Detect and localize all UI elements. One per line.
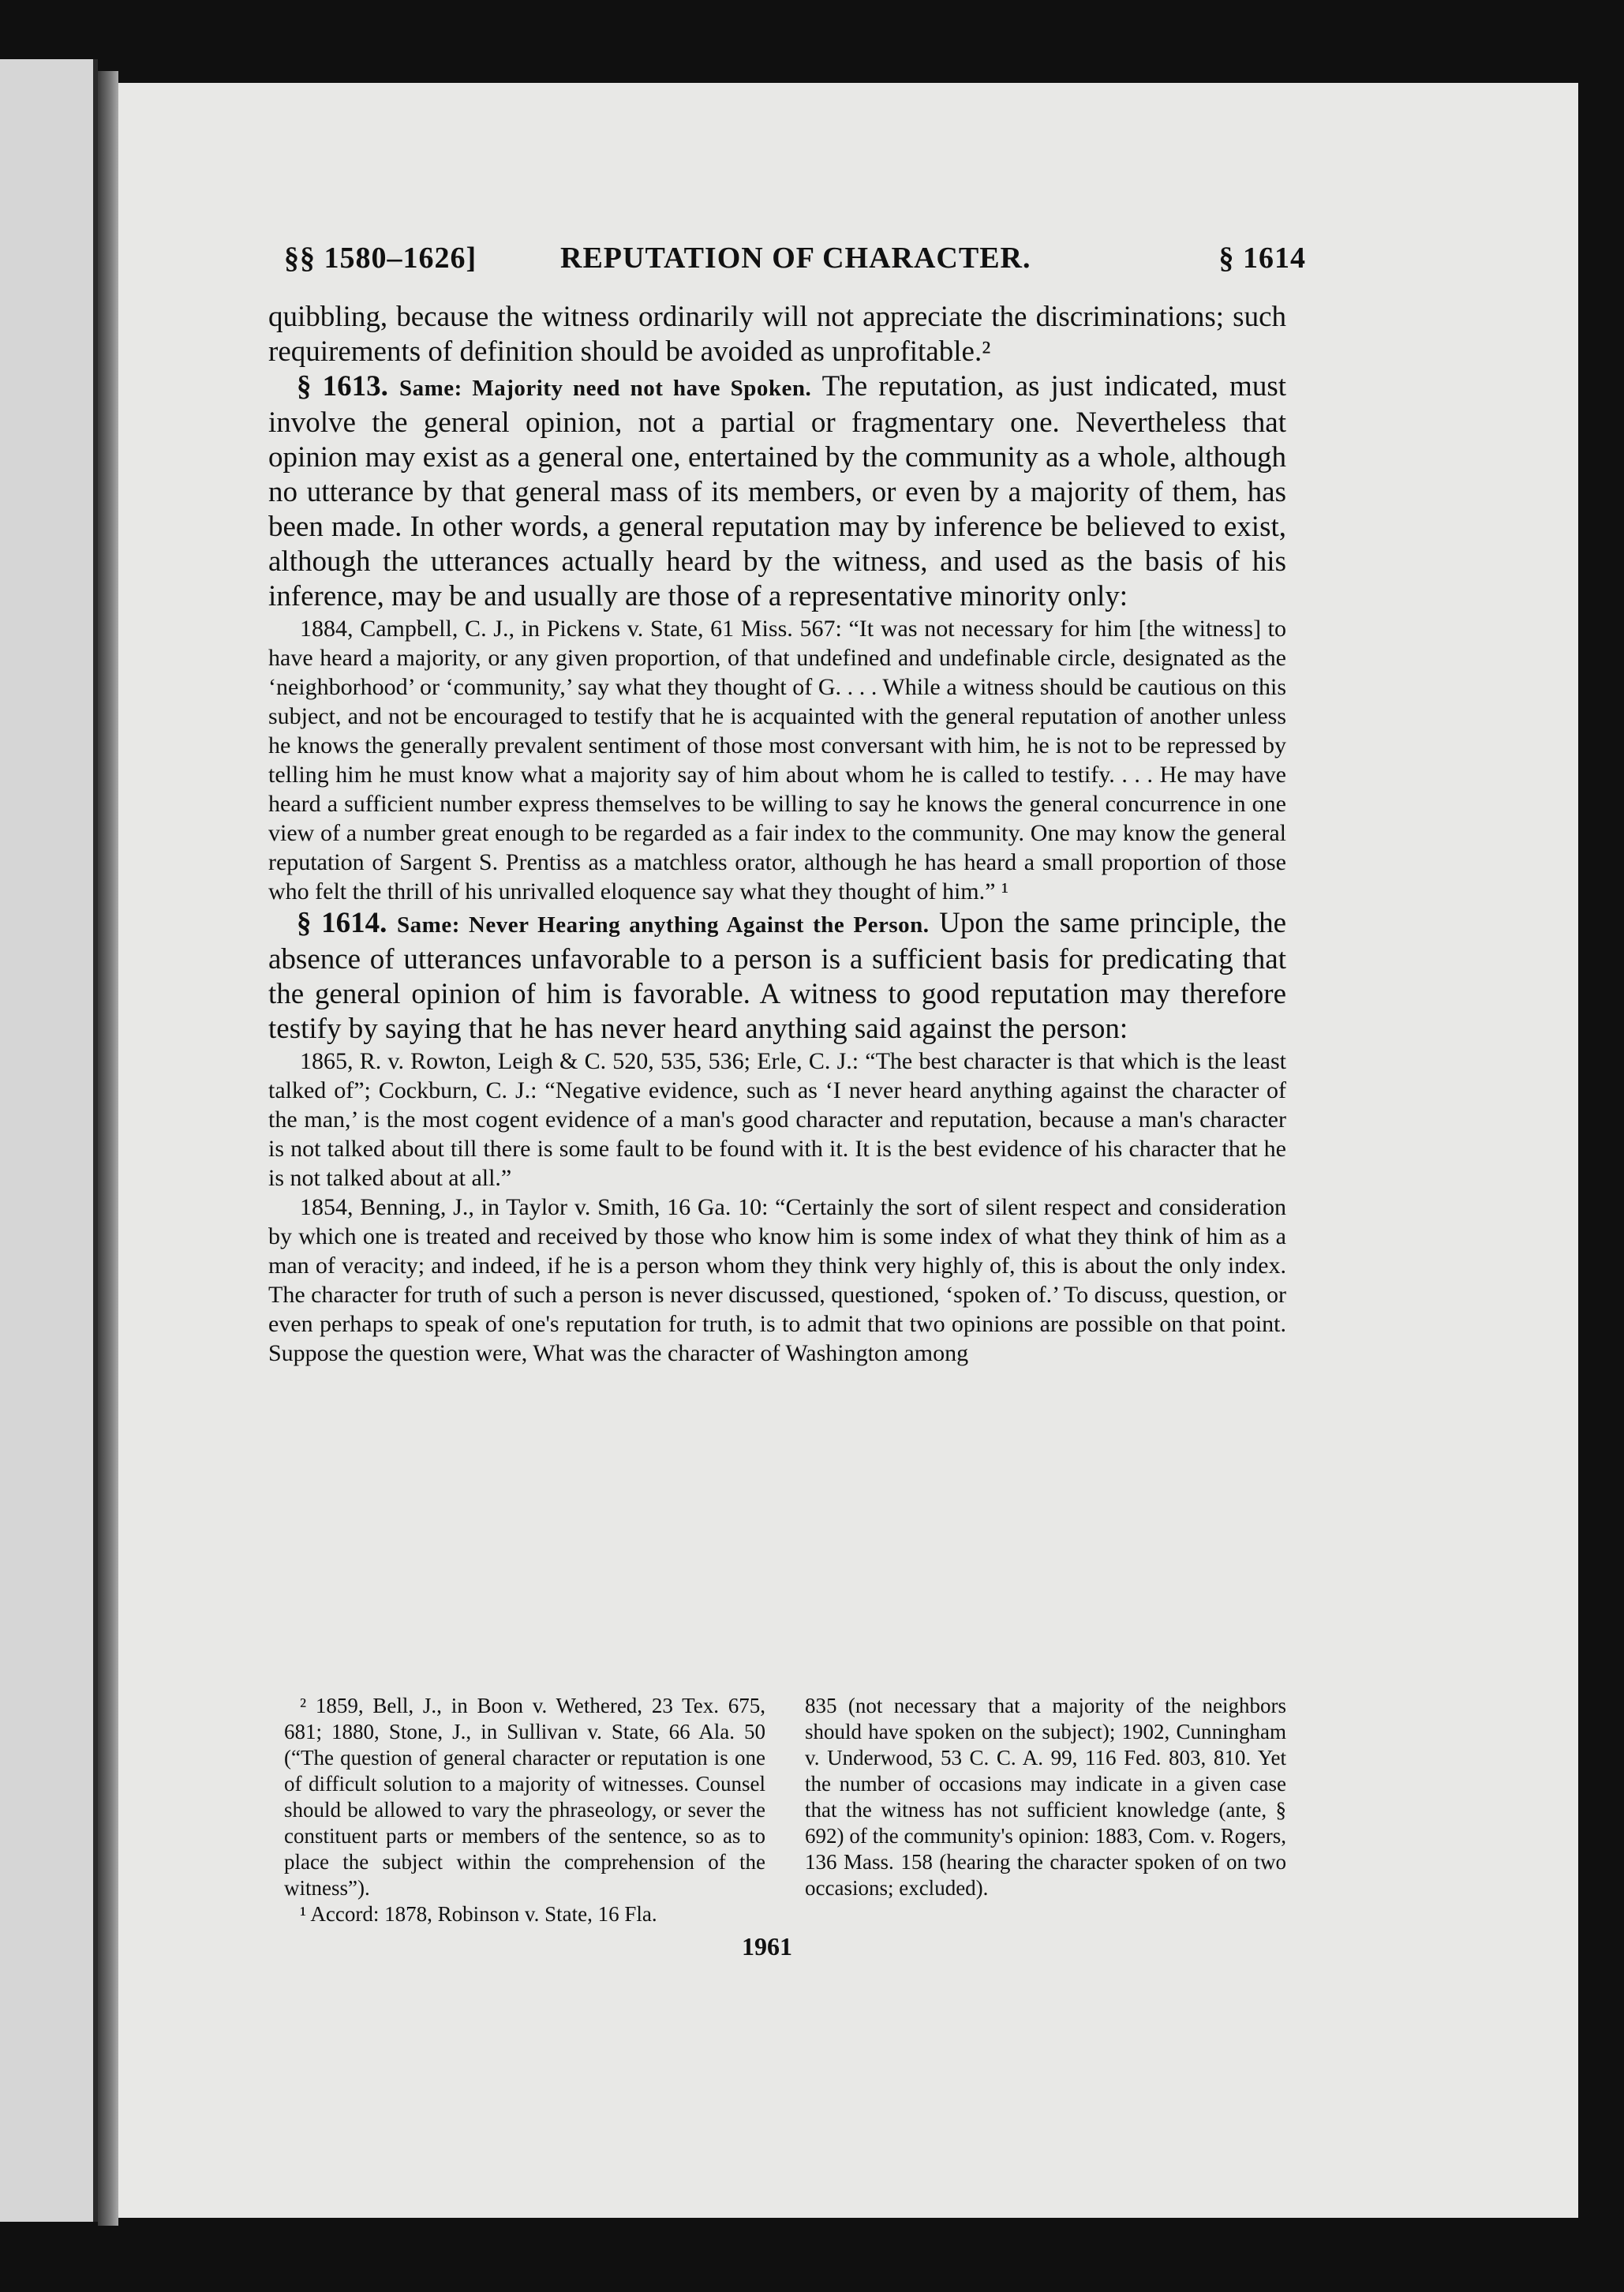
- running-head-sections: §§ 1580–1626]: [284, 242, 477, 275]
- quote-1854: 1854, Benning, J., in Taylor v. Smith, 16 Ga. 10: “Certainly the sort of silent respect and consideration by which one is treated and received by those who know him is some index of what they think of him as a man of veracity; and indeed, if he is a person whom they think very highly of, this is about the only index. The character for truth of such a person is never discussed, questioned, ‘spoken of.’ To discuss, question, or even perhaps to speak of one's reputation for truth, is to admit that two opinions are possible on that point. Suppose the question were, What was the character of Washington among: [268, 1194, 1286, 1366]
- section-1613: [268, 369, 1286, 614]
- running-head-section: § 1614: [1218, 242, 1306, 275]
- running-head: [284, 241, 1306, 288]
- continuation-paragraph: quibbling, because the witness ordinarily will not appreciate the discriminations; such requirements of definition should be avoided as unprofitable.²: [268, 301, 1286, 368]
- quote-1884: 1884, Campbell, C. J., in Pickens v. State, 61 Miss. 567: “It was not necessary for him [the witness] to have heard a majority, or any given proportion, of that undefined and undefinable circle, designated as the ‘neighborhood’ or ‘community,’ say what they thought of G. . . . While a witness should be cautious on this subject, and not be encouraged to testify that he is acquainted with the general reputation of another unless he knows the generally prevalent sentiment of those most conversant with him, he is not to be repressed by telling him he must know what a majority say of him about whom he is called to testify. . . . He may have heard a sufficient number express themselves to be willing to say he knows the general concurrence in one view of a number great enough to be regarded as a fair index to the community. One may know the general reputation of Sargent S. Prentiss as a matchless orator, although he has heard a small proportion of those who felt the thrill of his unrivalled eloquence say what they thought of him.” ¹: [268, 616, 1286, 904]
- footnotes: [284, 1693, 1286, 1927]
- main-text: [268, 300, 1286, 1368]
- running-head-title: REPUTATION OF CHARACTER.: [560, 242, 1031, 275]
- book-gutter: [98, 71, 118, 2226]
- section-1614: [268, 906, 1286, 1047]
- section-1613-title: Same: Majority need not have Spoken.: [399, 376, 812, 401]
- footnote-1: ¹ Accord: 1878, Robinson v. State, 16 Fla.: [300, 1902, 657, 1926]
- footnote-1-continued: 835 (not necessary that a majority of the neighbors should have spoken on the subject); 1902, Cunningham v. Underwood, 53 C. C. A. 99, 116 Fed. 803, 810. Yet the number of occasions may indicate in a given case that the witness has not sufficient knowledge (ante, § 692) of the community's opinion: 1883, Com. v. Rogers, 136 Mass. 158 (hearing the character spoken of on two occasions; excluded).: [805, 1694, 1286, 1900]
- section-1614-number: § 1614.: [297, 907, 387, 939]
- footnotes-left-column: [284, 1693, 765, 1927]
- footnote-2: ² 1859, Bell, J., in Boon v. Wethered, 23 Tex. 675, 681; 1880, Stone, J., in Sullivan v. State, 66 Ala. 50 (“The question of general character or reputation is one of difficult solution to a majority of witnesses. Counsel should be allowed to vary the phraseology, or sever the constituent parts or members of the sentence, so as to place the subject within the comprehension of the witness”).: [284, 1694, 765, 1900]
- section-1613-number: § 1613.: [297, 370, 388, 403]
- quote-1865: 1865, R. v. Rowton, Leigh & C. 520, 535, 536; Erle, C. J.: “The best character is that which is the least talked of”; Cockburn, C. J.: “Negative evidence, such as ‘I never heard anything against the character of the man,’ is the most cogent evidence of a man's good character and reputation, because a man's character is not talked about till there is some fault to be found with it. It is the best evidence of his character that he is not talked about at all.”: [268, 1048, 1286, 1191]
- page-number: 1961: [742, 1932, 792, 1961]
- section-1614-text: Upon the same principle, the absence of utterances unfavorable to a person is a sufficient basis for predicating that the general opinion of him is favorable. A witness to good reputation may therefore testify by saying that he has never heard anything said against the person:: [268, 907, 1287, 1045]
- facing-page-edge: [0, 59, 98, 2222]
- section-1614-title: Same: Never Hearing anything Against the Person.: [397, 912, 930, 938]
- footnotes-right-column: [805, 1693, 1286, 1927]
- section-1613-text: The reputation, as just indicated, must involve the general opinion, not a partial or fragmentary one. Nevertheless that opinion may exist as a general one, entertained by the community as a whole, although no utterance by that general mass of its members, or even by a majority of them, has been made. In other words, a general reputation may by inference be believed to exist, although the utterances actually heard by the witness, and used as the basis of his inference, may be and usually are those of a representative minority only:: [268, 370, 1286, 612]
